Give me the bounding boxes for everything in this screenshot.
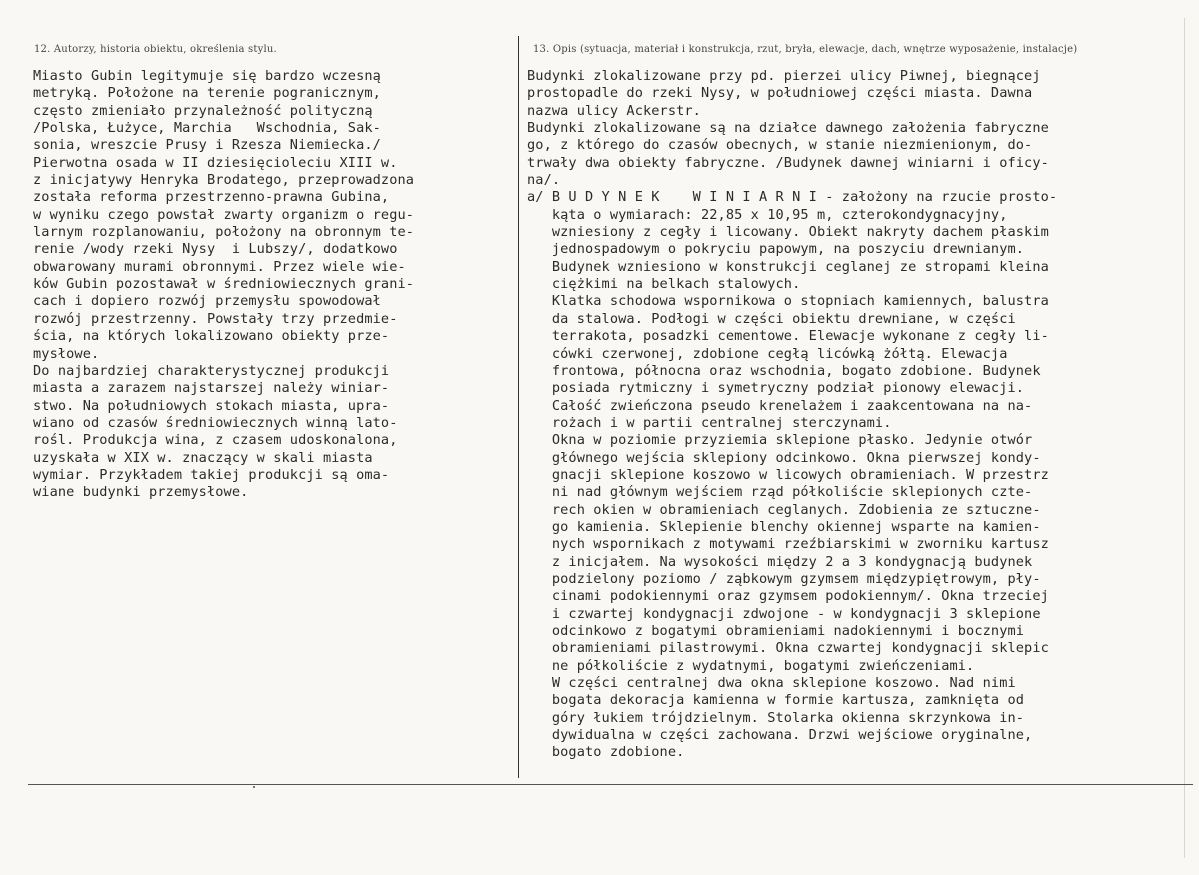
text-line: wymiar. Przykładem takiej produkcji są oma- — [33, 466, 390, 483]
text-line: posiada rytmiczny i symetryczny podział pionowy elewacji. — [527, 380, 1025, 397]
text-line: Budynki zlokalizowane są na działce dawnego założenia fabryczne — [527, 120, 1049, 137]
text-line: została reforma przestrzenno-prawna Gubina, — [33, 189, 390, 206]
left-column-header: 12. Autorzy, historia obiektu, określenia stylu. — [34, 44, 277, 55]
text-line: a/ B U D Y N E K W I N I A R N I - założony na rzucie prosto- — [527, 189, 1058, 206]
text-line: terrakota, posadzki cementowe. Elewacje wykonane z cegły li- — [527, 328, 1049, 345]
text-line: wiane budynki przemysłowe. — [33, 484, 249, 501]
text-line: dywidualna w części zachowana. Drzwi wejściowe oryginalne, — [527, 727, 1033, 744]
text-line: W części centralnej dwa okna sklepione koszowo. Nad nimi — [527, 675, 1016, 692]
right-column-text — [527, 68, 1187, 762]
text-line: prostopadle do rzeki Nysy, w południowej części miasta. Dawna — [527, 85, 1033, 102]
text-line: Do najbardziej charakterystycznej produkcji — [33, 362, 390, 379]
text-line: i czwartej kondygnacji zdwojone - w kondygnacji 3 sklepione — [527, 605, 1041, 622]
text-line: ciężkimi na belkach stalowych. — [527, 276, 801, 293]
text-line: gnacji sklepione koszowo w licowych obramieniach. W przestrz — [527, 466, 1049, 483]
text-line: ne półkoliście z wydatnymi, bogatymi zwieńczeniami. — [527, 657, 975, 674]
text-line: obwarowany murami obronnymi. Przez wiele wie- — [33, 258, 406, 275]
text-line: rożach i w partii centralnej sterczynami. — [527, 414, 892, 431]
text-line: na/. — [527, 172, 561, 189]
text-line: nazwa ulicy Ackerstr. — [527, 102, 701, 119]
text-line: cach i dopiero rozwój przemysłu spowodował — [33, 293, 381, 310]
text-line: go, z którego do czasów obecnych, w stanie niezmienionym, do- — [527, 137, 1033, 154]
text-line: Pierwotna osada w II dziesięcioleciu XIII w. — [33, 154, 398, 171]
text-line: obramieniami pilastrowymi. Okna czwartej kondygnacji sklepic — [527, 640, 1049, 657]
text-line: często zmieniało przynależność polityczną — [33, 102, 373, 119]
text-line: rozwój przestrzenny. Powstały trzy przedmie- — [33, 310, 398, 327]
text-line: z inicjatywy Henryka Brodatego, przeprowadzona — [33, 172, 415, 189]
text-line: rośl. Produkcja wina, z czasem udoskonalona, — [33, 432, 398, 449]
text-line: larnym rozplanowaniu, położony na obronnym te- — [33, 224, 415, 241]
bottom-rule — [28, 784, 1193, 785]
text-line: trwały dwa obiekty fabryczne. /Budynek dawnej winiarni i oficy- — [527, 154, 1049, 171]
text-line: ków Gubin pozostawał w średniowiecznych grani- — [33, 276, 415, 293]
text-line: głównego wejścia sklepiony odcinkowo. Okna pierwszej kondy- — [527, 449, 1041, 466]
right-column-header: 13. Opis (sytuacja, materiał i konstrukcja, rzut, bryła, elewacje, dach, wnętrze wyposażenie, instalacje) — [533, 44, 1078, 55]
text-line: kąta o wymiarach: 22,85 x 10,95 m, czterokondygnacyjny, — [527, 206, 1008, 223]
text-line: góry łukiem trójdzielnym. Stolarka okienna skrzynkowa in- — [527, 709, 1025, 726]
text-line: podzielony poziomo / ząbkowym gzymsem międzypiętrowym, pły- — [527, 570, 1041, 587]
text-line: Okna w poziomie przyziemia sklepione płasko. Jedynie otwór — [527, 432, 1033, 449]
text-line: mysłowe. — [33, 345, 100, 362]
text-line: /Polska, Łużyce, Marchia Wschodnia, Sak- — [33, 120, 381, 137]
text-line: Całość zwieńczona pseudo krenelażem i zaakcentowana na na- — [527, 397, 1033, 414]
text-line: Klatka schodowa wspornikowa o stopniach kamiennych, balustra — [527, 293, 1049, 310]
text-line: uzyskała w XIX w. znaczący w skali miasta — [33, 449, 373, 466]
text-line: bogato zdobione. — [527, 744, 685, 761]
text-line: ścia, na których lokalizowano obiekty prze- — [33, 328, 390, 345]
text-line: Budynek wzniesiono w konstrukcji ceglanej ze stropami kleina — [527, 258, 1049, 275]
rule-mark — [253, 786, 255, 788]
text-line: ni nad głównym wejściem rząd półkoliście sklepionych czte- — [527, 484, 1033, 501]
text-line: cówki czerwonej, zdobione cegłą licówką żółtą. Elewacja — [527, 345, 1008, 362]
left-column-text — [33, 68, 517, 502]
text-line: wiano od czasów średniowiecznych winną lato- — [33, 414, 398, 431]
text-line: wzniesiony z cegły i licowany. Obiekt nakryty dachem płaskim — [527, 224, 1049, 241]
text-line: rech okien w obramieniach ceglanych. Zdobienia ze sztuczne- — [527, 501, 1041, 518]
text-line: miasta a zarazem najstarszej należy winiar- — [33, 380, 390, 397]
text-line: renie /wody rzeki Nysy i Lubszy/, dodatkowo — [33, 241, 398, 258]
text-line: Budynki zlokalizowane przy pd. pierzei ulicy Piwnej, biegnącej — [527, 68, 1041, 84]
text-line: cinami podokiennymi oraz gzymsem podokiennym/. Okna trzeciej — [527, 588, 1049, 605]
text-line: jednospadowym o pokryciu papowym, na poszyciu drewnianym. — [527, 241, 1025, 258]
text-line: da stalowa. Podłogi w części obiektu drewniane, w części — [527, 310, 1016, 327]
text-line: nych wspornikach z motywami rzeźbiarskimi w zworniku kartusz — [527, 536, 1049, 553]
text-line: Miasto Gubin legitymuje się bardzo wczesną — [33, 68, 381, 84]
text-line: odcinkowo z bogatymi obramieniami nadokiennymi i bocznymi — [527, 623, 1025, 639]
text-line: go kamienia. Sklepienie blenchy okiennej wsparte na kamien- — [527, 518, 1041, 535]
text-line: bogata dekoracja kamienna w formie kartusza, zamknięta od — [527, 692, 1025, 709]
text-line: frontowa, północna oraz wschodnia, bogato zdobione. Budynek — [527, 362, 1041, 379]
text-line: stwo. Na południowych stokach miasta, upra- — [33, 397, 390, 414]
text-line: z inicjałem. Na wysokości między 2 a 3 kondygnacją budynek — [527, 553, 1033, 570]
column-divider — [518, 36, 519, 778]
text-line: metryką. Położone na terenie pogranicznym, — [33, 85, 381, 102]
text-line: sonia, wreszcie Prusy i Rzesza Niemiecka./ — [33, 137, 381, 154]
text-line: w wyniku czego powstał zwarty organizm o regu- — [33, 206, 415, 223]
